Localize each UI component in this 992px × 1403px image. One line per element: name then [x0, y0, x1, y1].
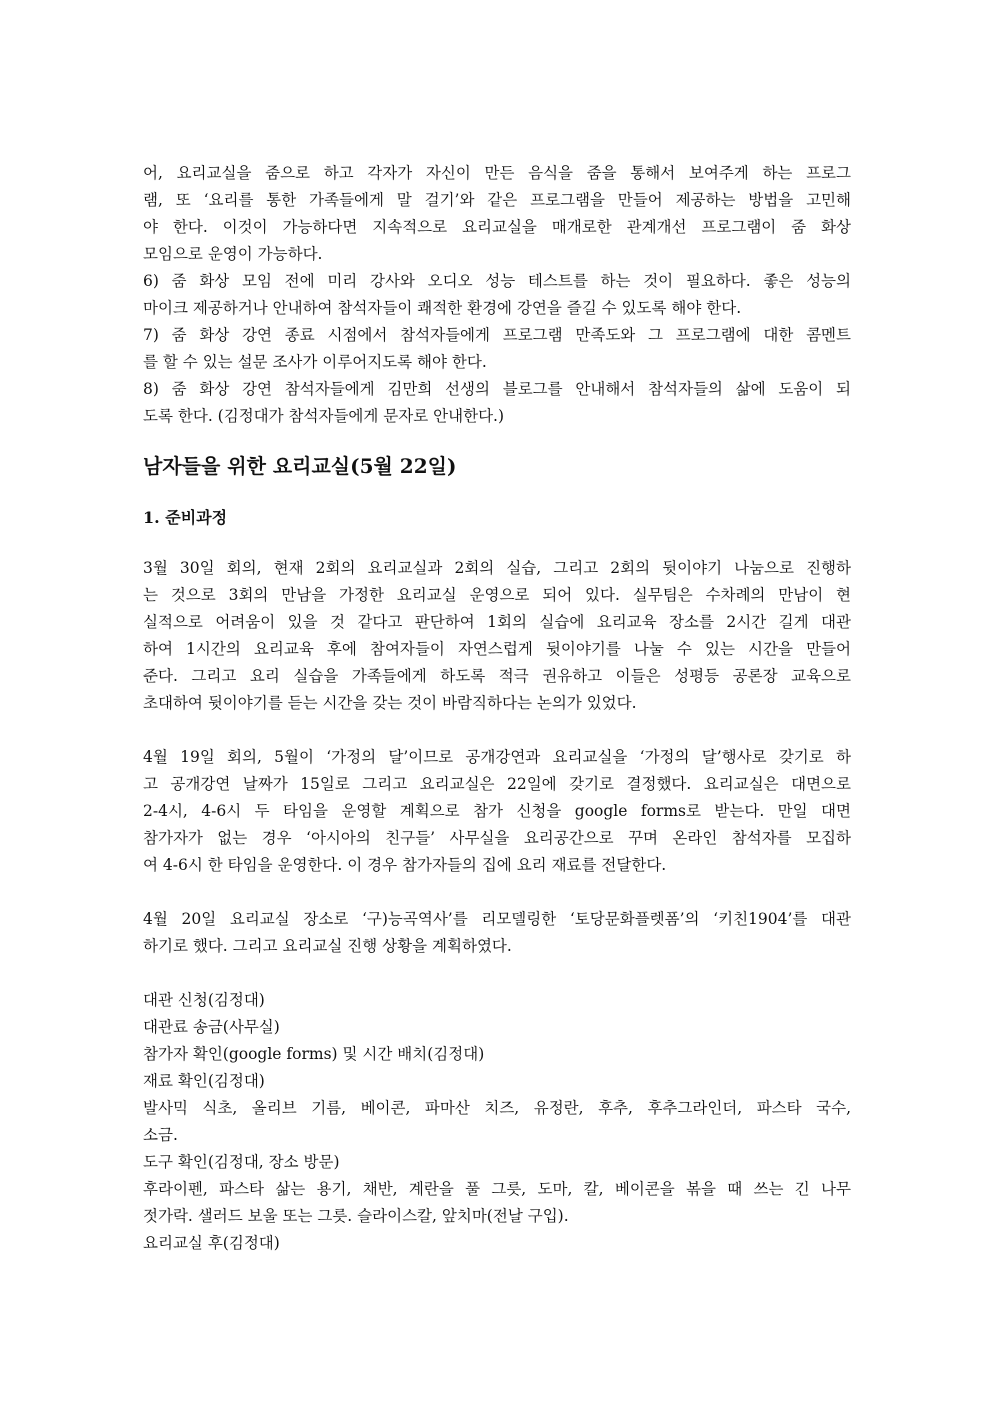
text-line: 소금.: [143, 1126, 178, 1144]
text-line: 참가자가 없는 경우 ‘아시아의 친구들’ 사무실을 요리공간으로 꾸며 온라인 참석자를 모집하: [143, 829, 851, 847]
text-line: 참가자 확인(google forms) 및 시간 배치(김정대): [143, 1045, 485, 1063]
text-line: 8) 줌 화상 강연 참석자들에게 김만희 선생의 블로그를 안내해서 참석자들의 삶에 도움이 되: [143, 380, 851, 398]
paragraph-gap: [143, 717, 851, 744]
list-item: [143, 1068, 851, 1095]
text-line: 야 한다. 이것이 가능하다면 지속적으로 요리교실을 매개로한 관계개선 프로그램이 줌 화상: [143, 218, 851, 236]
intro-section: [143, 160, 851, 430]
text-line: 도구 확인(김정대, 장소 방문): [143, 1153, 340, 1171]
text-line: 고 공개강연 날짜가 15일로 그리고 요리교실은 22일에 갖기로 결정했다. 요리교실은 대면으로: [143, 775, 851, 793]
paragraph: [143, 268, 851, 322]
text-line: 마이크 제공하거나 안내하여 참석자들이 쾌적한 환경에 강연을 즐길 수 있도록 해야 한다.: [143, 299, 742, 317]
paragraph: [143, 906, 851, 960]
subsection-title: 1. 준비과정: [143, 508, 228, 527]
text-line: 후라이펜, 파스타 삶는 용기, 채반, 계란을 풀 그릇, 도마, 칼, 베이콘을 볶을 때 쓰는 긴 나무: [143, 1180, 851, 1198]
paragraph: [143, 160, 851, 268]
list-item: [143, 1041, 851, 1068]
text-line: 여 4-6시 한 타임을 운영한다. 이 경우 참가자들의 집에 요리 재료를 전달한다.: [143, 856, 667, 874]
text-line: 젓가락. 샐러드 보울 또는 그릇. 슬라이스칼, 앞치마(전날 구입).: [143, 1207, 569, 1225]
text-line: 7) 줌 화상 강연 종료 시점에서 참석자들에게 프로그램 만족도와 그 프로그램에 대한 콤멘트: [143, 326, 851, 344]
text-line: 3월 30일 회의, 현재 2회의 요리교실과 2회의 실습, 그리고 2회의 뒷이야기 나눔으로 진행하: [143, 559, 851, 577]
text-line: 4월 20일 요리교실 장소로 ‘구)능곡역사’를 리모델링한 ‘토당문화플렛폼’의 ‘키친1904’를 대관: [143, 910, 851, 928]
text-line: 2-4시, 4-6시 두 타임을 운영할 계획으로 참가 신청을 google forms로 받는다. 만일 대면: [143, 802, 851, 820]
text-line: 도록 한다. (김정대가 참석자들에게 문자로 안내한다.): [143, 407, 505, 425]
paragraph: [143, 744, 851, 879]
text-line: 램, 또 ‘요리를 통한 가족들에게 말 걸기’와 같은 프로그램을 만들어 제공하는 방법을 고민해: [143, 191, 851, 209]
text-line: 요리교실 후(김정대): [143, 1234, 280, 1252]
list-item: [143, 1230, 851, 1257]
document-page: [143, 160, 851, 1257]
body-section: [143, 555, 851, 960]
paragraph: [143, 376, 851, 430]
task-list: [143, 987, 851, 1257]
list-item: [143, 987, 851, 1014]
paragraph: [143, 555, 851, 717]
text-line: 대관료 송금(사무실): [143, 1018, 280, 1036]
spacer: [143, 960, 851, 987]
text-line: 재료 확인(김정대): [143, 1072, 265, 1090]
text-line: 준다. 그리고 요리 실습을 가족들에게 하도록 적극 권유하고 이들은 성평등 공론장 교육으로: [143, 667, 851, 685]
list-item: [143, 1014, 851, 1041]
text-line: 초대하여 뒷이야기를 듣는 시간을 갖는 것이 바람직하다는 논의가 있었다.: [143, 694, 637, 712]
text-line: 실적으로 어려움이 있을 것 같다고 판단하여 1회의 실습에 요리교육 장소를 2시간 길게 대관: [143, 613, 851, 631]
text-line: 모임으로 운영이 가능하다.: [143, 245, 323, 263]
paragraph-gap: [143, 879, 851, 906]
text-line: 6) 줌 화상 모임 전에 미리 강사와 오디오 성능 테스트를 하는 것이 필요하다. 좋은 성능의: [143, 272, 851, 290]
text-line: 어, 요리교실을 줌으로 하고 각자가 자신이 만든 음식을 줌을 통해서 보여주게 하는 프로그: [143, 164, 851, 182]
section-title: 남자들을 위한 요리교실(5월 22일): [143, 454, 457, 478]
list-item: [143, 1149, 851, 1176]
list-item: [143, 1095, 851, 1149]
list-item: [143, 1176, 851, 1230]
text-line: 대관 신청(김정대): [143, 991, 265, 1009]
text-line: 하여 1시간의 요리교육 후에 참여자들이 자연스럽게 뒷이야기를 나눌 수 있는 시간을 만들어: [143, 640, 851, 658]
text-line: 를 할 수 있는 설문 조사가 이루어지도록 해야 한다.: [143, 353, 487, 371]
text-line: 는 것으로 3회의 만남을 가정한 요리교실 운영으로 되어 있다. 실무팀은 수차례의 만남이 현: [143, 586, 851, 604]
paragraph: [143, 322, 851, 376]
text-line: 4월 19일 회의, 5월이 ‘가정의 달’이므로 공개강연과 요리교실을 ‘가정의 달’행사로 갖기로 하: [143, 748, 851, 766]
text-line: 발사믹 식초, 올리브 기름, 베이콘, 파마산 치즈, 유정란, 후추, 후추그라인더, 파스타 국수,: [143, 1099, 851, 1117]
text-line: 하기로 했다. 그리고 요리교실 진행 상황을 계획하였다.: [143, 937, 512, 955]
